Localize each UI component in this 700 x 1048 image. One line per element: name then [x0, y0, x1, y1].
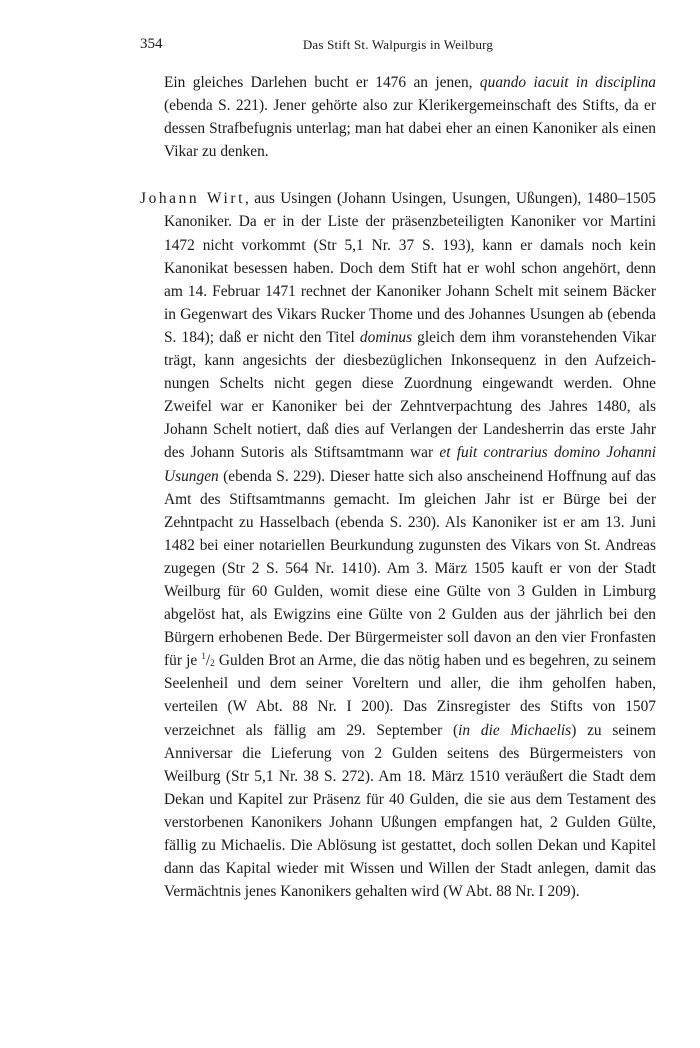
- page-number: 354: [140, 36, 163, 52]
- fraction: $^1/_2$: [201, 651, 215, 670]
- latin-date: in die Michaelis: [458, 721, 572, 739]
- text-run: Gulden Brot an Arme, die das nötig haben und es begehren, zu seinem Seelenheil und dem seiner Voreltern und aller, die ihm geholfen haben, verteilen (W Abt. 88 Nr. I 200). Das Zinsregister des Stifts von 1507 verzeichnet als fällig am 29. September (: [164, 652, 656, 739]
- running-title: Das Stift St. Walpurgis in Weilburg: [302, 37, 494, 52]
- entry-name: Johann Wirt: [140, 190, 245, 208]
- text-run: gleich dem ihm voranstehenden Vikar trägt, kann angesichts der diesbezüglichen Inkonsequenz in den Aufzeichnungen Schelts nicht gegen diese Zuordnung eingewandt werden. Ohne Zweifel war er Kanoniker bei der Zehntverpachtung des Jahres 1480, als Johann Schelt notiert, daß dies auf Verlangen der Landesherrin das erste Jahr des Johann Sutoris als Stiftsamtmann war: [164, 328, 656, 462]
- page-header: [140, 36, 656, 58]
- fraction-denominator: 2: [210, 658, 215, 669]
- text-run: (ebenda S. 229). Dieser hatte sich also anscheinend Hoffnung auf das Amt des Stiftsamtmanns gemacht. Im gleichen Jahr ist er Bürge bei der Zehntpacht zu Hasselbach (ebenda S. 230). Als Kanoniker ist er am 13. Juni 1482 bei einer notariellen Beurkundung zugunsten des Vikars von St. Andreas zugegen (Str 2 S. 564 Nr. 1410). Am 3. März 1505 kauft er von der Stadt Weilburg für 60 Gulden, womit diese eine Gülte von 3 Gulden in Limburg abgelöst hat, als Ewigzins eine Gülte von 2 Gulden aus der jährlich bei den Bürgern erhobenen Bede. Der Bürgermeister soll davon an den vier Fronfasten für je: [164, 467, 656, 670]
- biographical-entry: [140, 187, 656, 903]
- text-run: (ebenda S. 221). Jener gehörte also zur Klerikergemeinschaft des Stifts, da er dessen Strafbefugnis unterlag; man hat dabei eher an einen Kanoniker als einen Vikar zu denken.: [164, 97, 656, 161]
- fraction-numerator: 1: [201, 651, 206, 662]
- text-run: ) zu seinem Anniversar die Lieferung von 2 Gulden seitens des Bürgermeisters von Weilburg (Str 5,1 Nr. 38 S. 272). Am 18. März 1510 veräußert die Stadt dem Dekan und Kapitel zur Präsenz für 40 Gulden, die sie aus dem Testament des verstorbenen Kanonikers Johann Ußungen empfangen hat, 2 Gulden Gülte, fällig zu Michaelis. Die Ablösung ist gestattet, doch sollen Dekan und Kapitel dann das Kapital wieder mit Wissen und Willen der Stadt anlegen, damit das Vermächtnis jenes Kanonikers gehalten wird (W Abt. 88 Nr. I 209).: [164, 721, 656, 901]
- text-run: , aus Usingen (Johann Usingen, Usungen, Ußungen), 1480–1505 Kanoniker. Da er in der Liste der präsenzbeteiligten Kanoniker vor Martini 1472 nicht vorkommt (Str 5,1 Nr. 37 S. 193), kann er damals noch kein Kanonikat besessen haben. Doch dem Stift hat er wohl schon angehört, denn am 14. Februar 1471 rechnet der Kanoniker Johann Schelt mit seinem Bäcker in Gegenwart des Vikars Rucker Thome und des Johannes Usungen ab (ebenda S. 184); daß er nicht den Titel: [164, 190, 657, 346]
- continued-paragraph: [140, 71, 656, 163]
- latin-term: dominus: [359, 328, 413, 346]
- page-body: [140, 71, 656, 903]
- text-run: Ein gleiches Darlehen bucht er 1476 an jenen,: [164, 74, 480, 91]
- latin-quote: quando iacuit in disciplina: [479, 74, 656, 91]
- latin-quote: et fuit contrarius domino Johanni Usungen: [164, 444, 656, 485]
